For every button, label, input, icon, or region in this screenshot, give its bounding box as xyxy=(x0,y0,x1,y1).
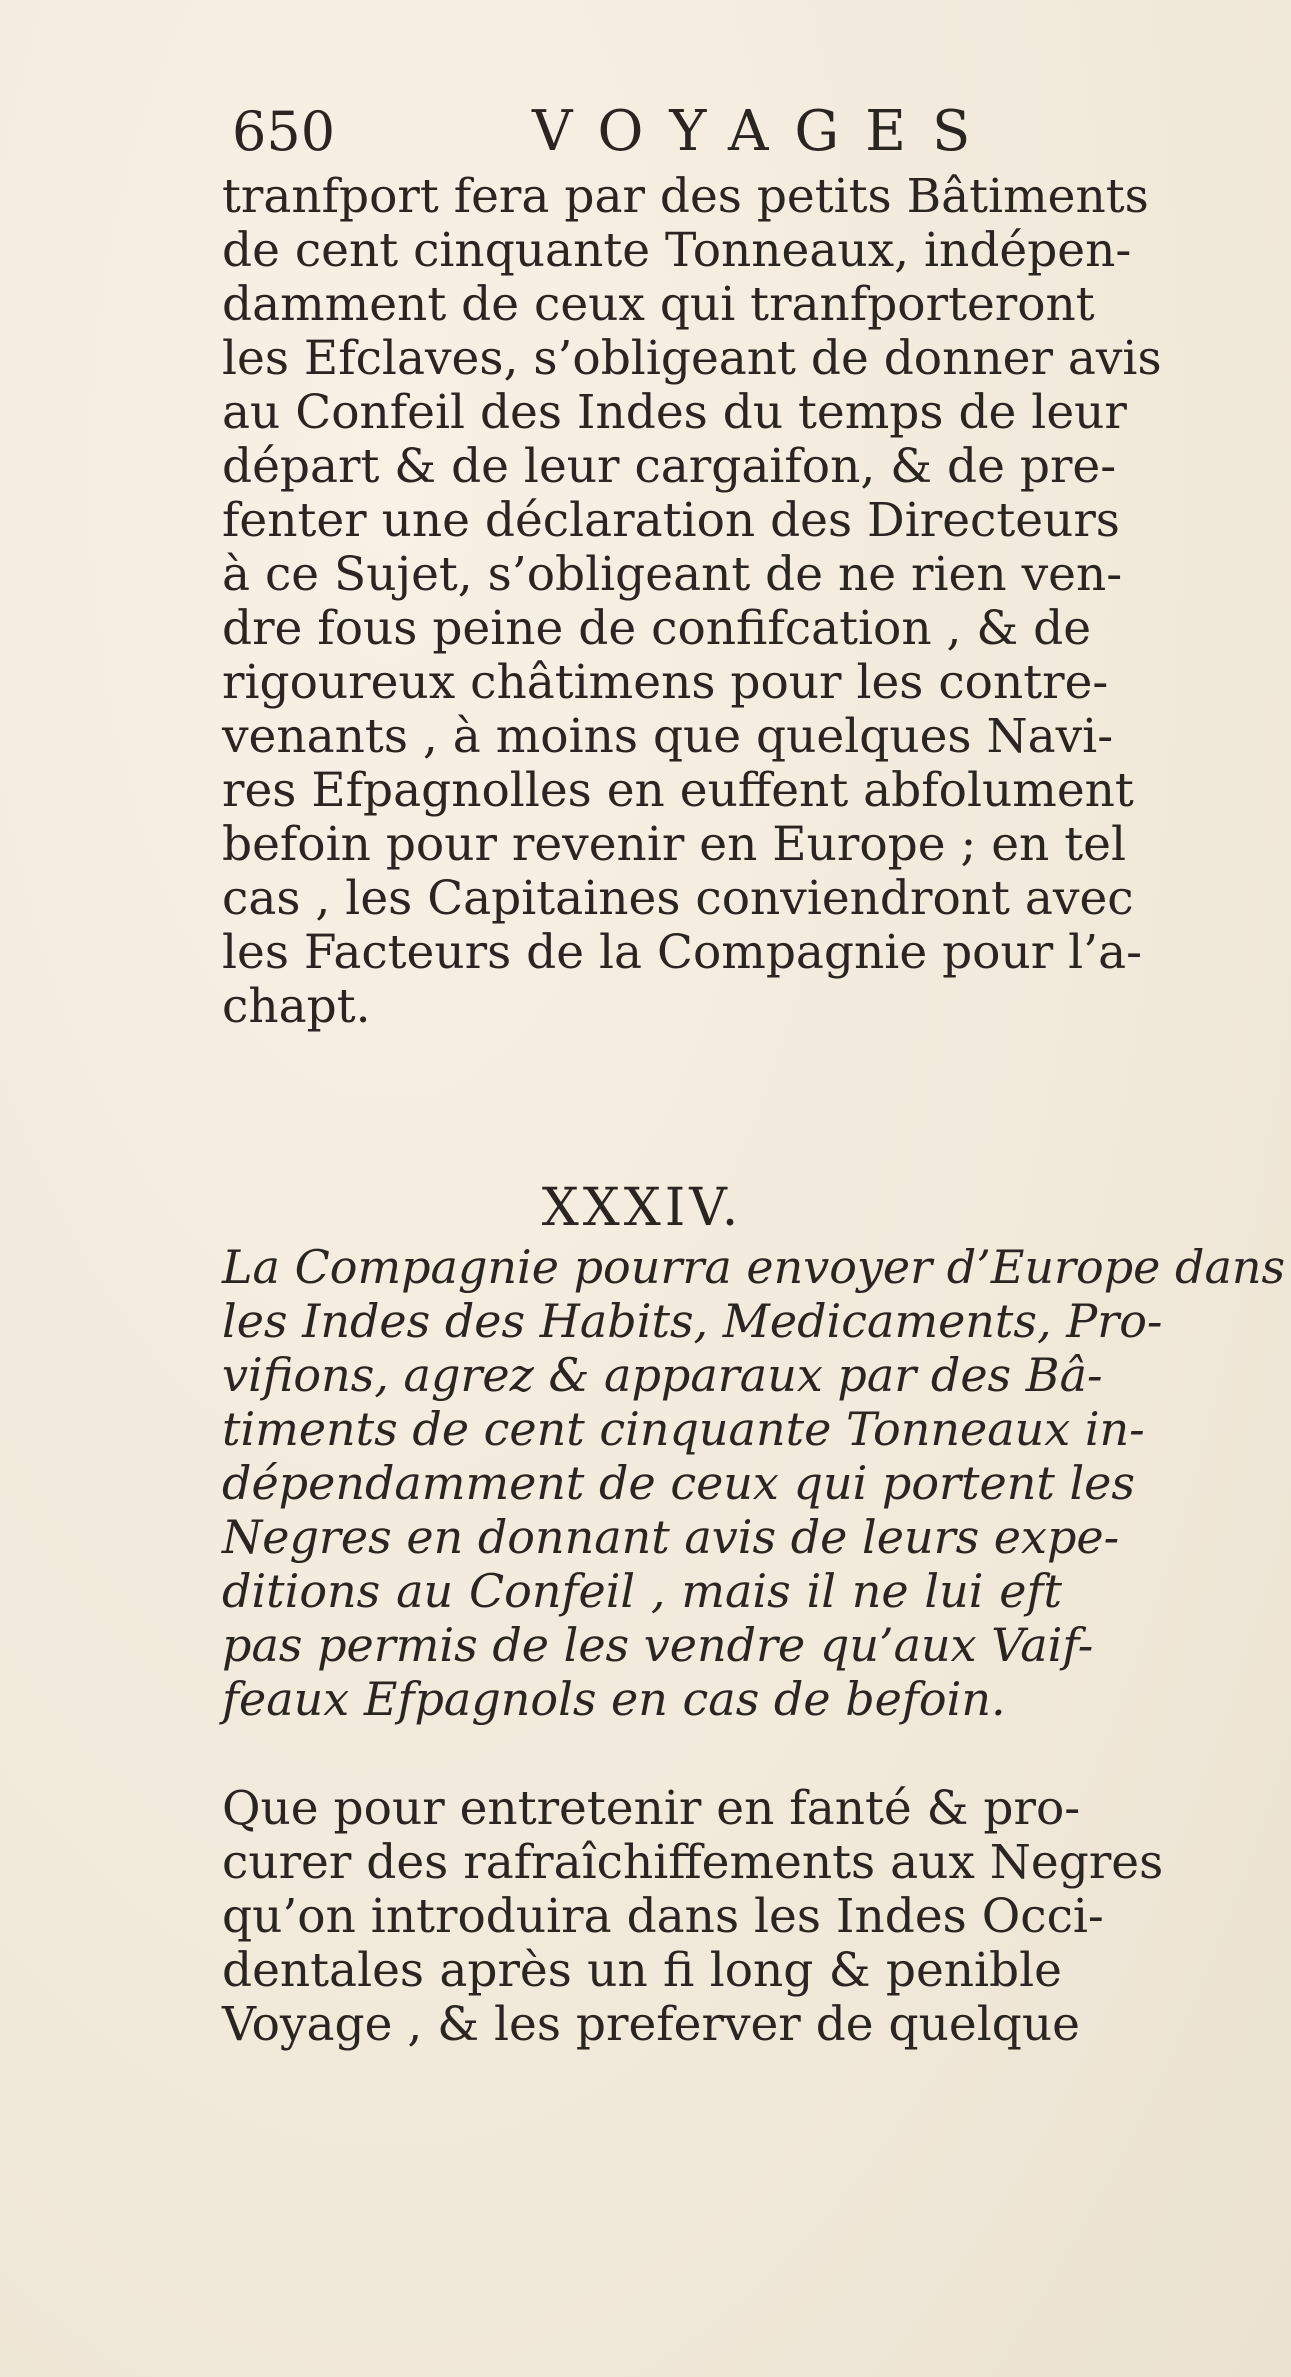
section-summary xyxy=(222,1240,1286,1726)
summary-line: vifions, agrez & apparaux par des Bâ- xyxy=(222,1348,1103,1402)
text-line: les Efclaves, s’obligeant de donner avis xyxy=(222,331,1162,386)
text-line: curer des rafraîchiffements aux Negres xyxy=(222,1835,1164,1890)
text-line: qu’on introduira dans les Indes Occi- xyxy=(222,1889,1104,1944)
continuation-paragraph xyxy=(222,1781,1164,2052)
running-title: VOYAGES xyxy=(532,99,997,164)
summary-line: Negres en donnant avis de leurs expe- xyxy=(222,1510,1120,1564)
summary-line: feaux Efpagnols en cas de befoin. xyxy=(222,1672,1006,1726)
text-line: damment de ceux qui tranfporteront xyxy=(222,277,1095,332)
summary-line: les Indes des Habits, Medicaments, Pro- xyxy=(222,1294,1163,1348)
text-line: venants , à moins que quelques Navi- xyxy=(222,709,1114,764)
text-line: tranfport fera par des petits Bâtiments xyxy=(222,169,1149,224)
text-line: chapt. xyxy=(222,979,371,1034)
text-line: Que pour entretenir en fanté & pro- xyxy=(222,1781,1081,1836)
summary-line: ditions au Confeil , mais il ne lui eft xyxy=(222,1564,1062,1618)
page-number: 650 xyxy=(232,100,336,163)
summary-line: timents de cent cinquante Tonneaux in- xyxy=(222,1402,1145,1456)
text-line: dre fous peine de confifcation , & de xyxy=(222,601,1092,656)
section-number: XXXIV. xyxy=(541,1178,743,1238)
text-line: au Confeil des Indes du temps de leur xyxy=(222,385,1127,440)
summary-line: dépendamment de ceux qui portent les xyxy=(222,1456,1136,1510)
text-line: Voyage , & les preferver de quelque xyxy=(222,1997,1080,2052)
text-line: dentales après un fi long & penible xyxy=(222,1943,1062,1998)
text-line: fenter une déclaration des Directeurs xyxy=(222,493,1120,548)
text-line: à ce Sujet, s’obligeant de ne rien ven- xyxy=(222,547,1123,602)
body-paragraph xyxy=(222,169,1162,1034)
text-line: rigoureux châtimens pour les contre- xyxy=(222,655,1109,710)
summary-line: pas permis de les vendre qu’aux Vaif- xyxy=(222,1618,1094,1672)
text-line: befoin pour revenir en Europe ; en tel xyxy=(222,817,1126,872)
text-line: cas , les Capitaines conviendront avec xyxy=(222,871,1134,926)
text-line: de cent cinquante Tonneaux, indépen- xyxy=(222,223,1132,278)
summary-line: La Compagnie pourra envoyer d’Europe dans xyxy=(222,1240,1286,1294)
text-line: res Efpagnolles en euffent abfolument xyxy=(222,763,1134,818)
page-header xyxy=(232,92,1052,172)
text-line: les Facteurs de la Compagnie pour l’a- xyxy=(222,925,1143,980)
text-line: départ & de leur cargaifon, & de pre- xyxy=(222,439,1117,494)
